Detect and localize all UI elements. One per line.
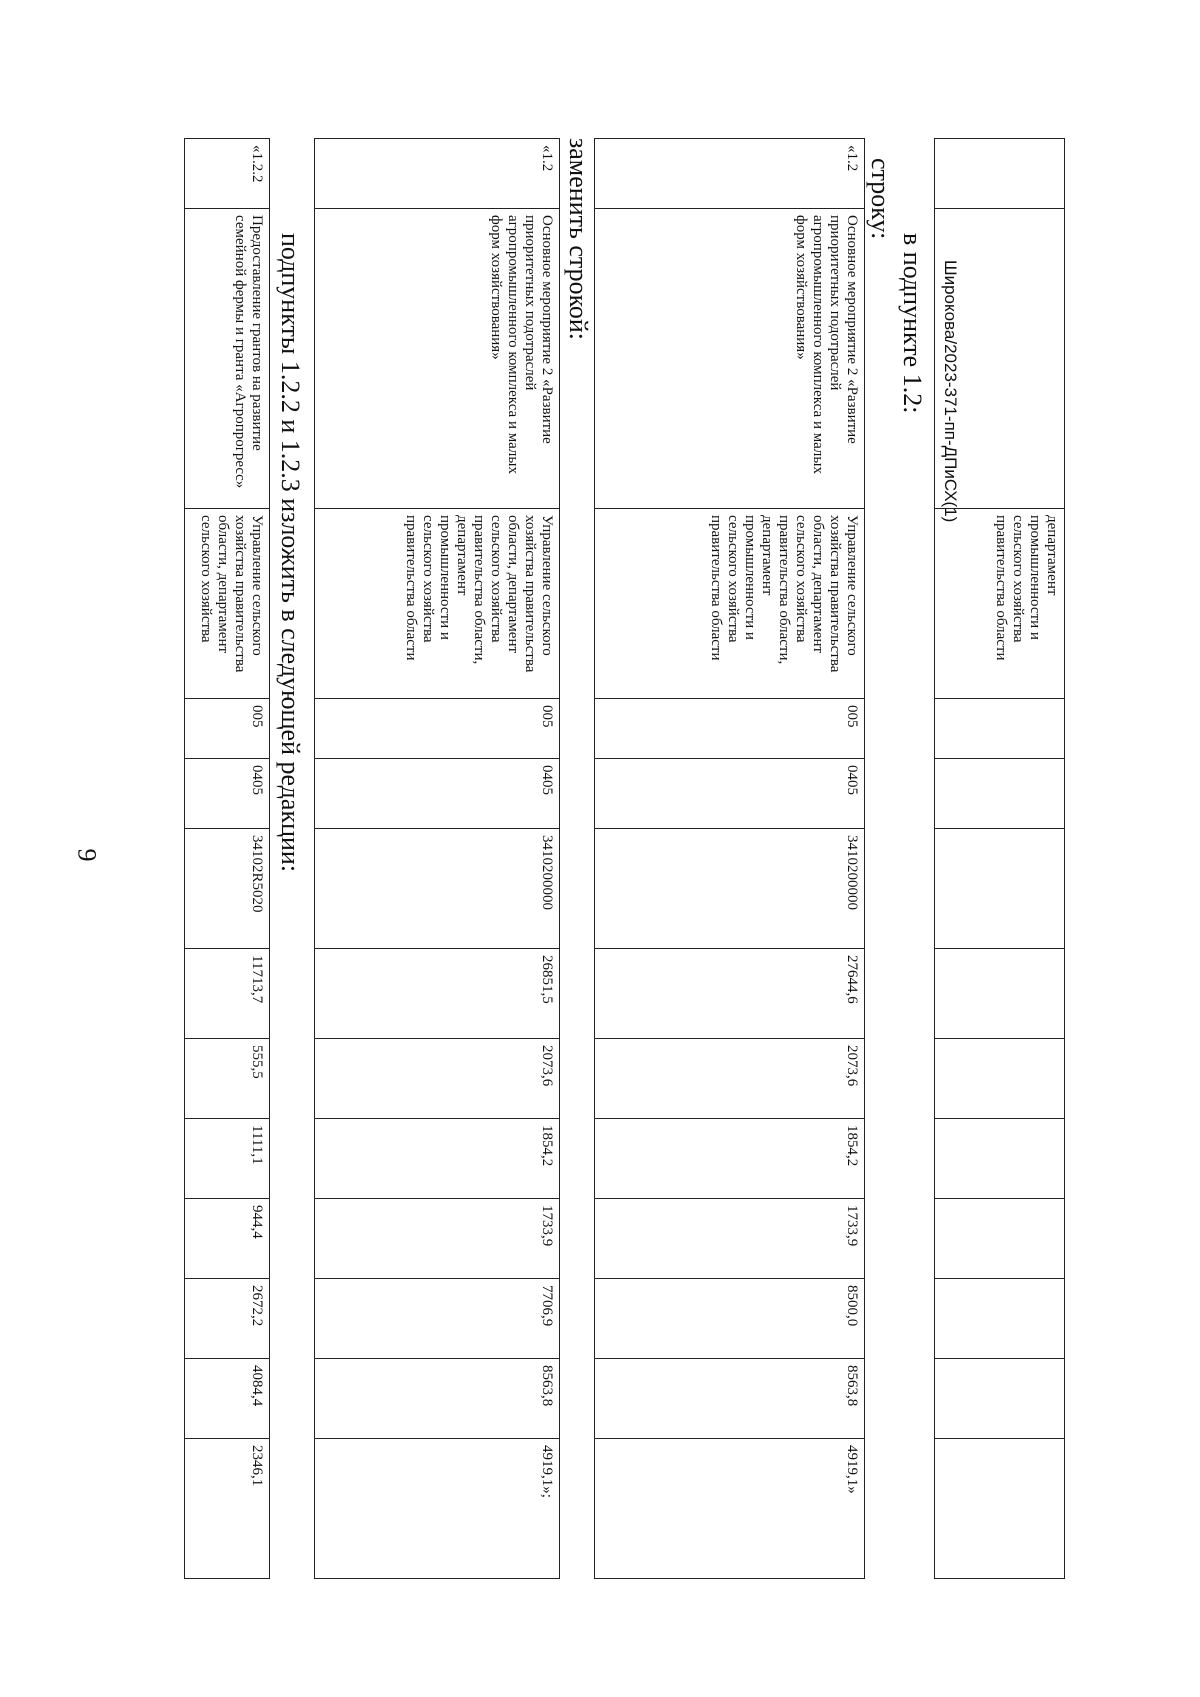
cell-v7: 4919,1» [595,1439,865,1579]
cell-num: «1.2 [595,139,865,209]
cell-v7 [935,1439,1065,1579]
cell-v2: 2073,6 [315,1039,560,1119]
rotated-content [185,138,1065,1578]
document-code: Широкова/2023-371-пп-ДПиСХ(1) [941,260,960,523]
cell-v4: 944,4 [185,1199,270,1279]
table-row [935,139,1065,1579]
cell-v1: 27644,6 [595,949,865,1039]
cell-responsible: Управление сельского хозяйства правительства области, департамент сельского хозяйства правительства области, департамент промышленности и сельского хозяйства правительства области [595,509,865,699]
table-new-row [314,138,560,1579]
cell-csr [935,829,1065,949]
caption-row: строку: [866,158,895,240]
table-old-row [594,138,865,1579]
cell-v5 [935,1279,1065,1359]
cell-name: Предоставление грантов на развитие семейной фермы и гранта «Агропрогресс» [185,209,270,509]
cell-v6 [935,1359,1065,1439]
cell-v3 [935,1119,1065,1199]
cell-v3: 1854,2 [595,1119,865,1199]
cell-name: Основное мероприятие 2 «Развитие приоритетных подотраслей агропромышленного комплекса и малых форм хозяйствования» [315,209,560,509]
cell-name: Основное мероприятие 2 «Развитие приоритетных подотраслей агропромышленного комплекса и малых форм хозяйствования» [595,209,865,509]
cell-num: «1.2 [315,139,560,209]
cell-rzpr: 0405 [315,759,560,829]
cell-v1: 11713,7 [185,949,270,1039]
cell-grbs: 005 [315,699,560,759]
caption-replace-with: заменить строкой: [564,138,593,341]
cell-num: «1.2.2 [185,139,270,209]
cell-v2 [935,1039,1065,1119]
cell-v5: 7706,9 [315,1279,560,1359]
cell-v3: 1854,2 [315,1119,560,1199]
cell-csr: 3410200000 [595,829,865,949]
table-subitem-row [184,138,270,1579]
cell-rzpr: 0405 [185,759,270,829]
cell-responsible: Управление сельского хозяйства правительства области, департамент сельского хозяйства правительства области, департамент промышленности и сельского хозяйства правительства области [315,509,560,699]
cell-v6: 8563,8 [315,1359,560,1439]
cell-v6: 8563,8 [595,1359,865,1439]
cell-rzpr [935,759,1065,829]
caption-subitems-new: подпункты 1.2.2 и 1.2.3 изложить в следующей редакции: [276,233,305,873]
cell-grbs [935,699,1065,759]
table-row [595,139,865,1579]
cell-v5: 8500,0 [595,1279,865,1359]
cell-v6: 4084,4 [185,1359,270,1439]
cell-v1 [935,949,1065,1039]
cell-grbs: 005 [185,699,270,759]
cell-v5: 2672,2 [185,1279,270,1359]
cell-v7: 2346,1 [185,1439,270,1579]
cell-csr: 3410200000 [315,829,560,949]
caption-in-subitem: в подпункте 1.2: [898,233,927,414]
table-continuation [934,138,1065,1579]
cell-v4 [935,1199,1065,1279]
cell-num [935,139,1065,209]
cell-csr: 34102R5020 [185,829,270,949]
cell-v7: 4919,1»; [315,1439,560,1579]
cell-v4: 1733,9 [315,1199,560,1279]
cell-v2: 2073,6 [595,1039,865,1119]
cell-responsible: Управление сельского хозяйства правительства области, департамент сельского хозяйства [185,509,270,699]
page-number: 9 [72,848,102,862]
cell-rzpr: 0405 [595,759,865,829]
cell-responsible: департамент промышленности и сельского хозяйства правительства области [935,509,1065,699]
cell-v3: 1111,1 [185,1119,270,1199]
cell-v1: 26851,5 [315,949,560,1039]
table-row [315,139,560,1579]
cell-grbs: 005 [595,699,865,759]
cell-v4: 1733,9 [595,1199,865,1279]
cell-v2: 555,5 [185,1039,270,1119]
cell-name [935,209,1065,509]
table-row [185,139,270,1579]
